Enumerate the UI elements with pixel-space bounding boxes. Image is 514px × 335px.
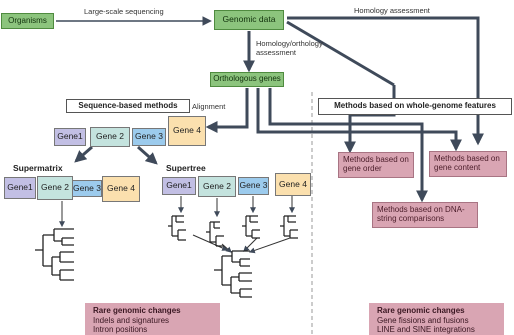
supermatrix-gene4[interactable]: Gene 4 (102, 176, 140, 202)
homology-orthology-label-2: assessment (256, 48, 297, 57)
rare-changes-genome-line2: LINE and SINE integrations (377, 325, 475, 335)
gene1-tree (168, 216, 186, 240)
orthologous-genes-node[interactable]: Orthologous genes (210, 72, 284, 87)
dna-string-methods-node[interactable]: Methods based on DNA-string comparisons (372, 202, 478, 228)
supertree-gene1[interactable]: Gene1 (162, 177, 196, 195)
gene-content-methods-node[interactable]: Methods based on gene content (429, 151, 507, 177)
rare-changes-genome-title: Rare genomic changes (377, 306, 465, 315)
supermatrix-title: Supermatrix (13, 163, 63, 173)
supermatrix-gene3[interactable]: Gene 3 (72, 180, 102, 197)
supermatrix-tree (35, 229, 74, 280)
gene3-tree (242, 216, 260, 238)
arrow-tree3-combined (244, 238, 257, 251)
rare-changes-sequence-line2: Intron positions (93, 325, 148, 335)
gene3-box[interactable]: Gene 3 (132, 128, 166, 146)
supertree-title: Supertree (166, 163, 206, 173)
organisms-node[interactable]: Organisms (1, 13, 54, 29)
arrow-genomic-to-gene-order (287, 22, 394, 85)
arrow-to-gene-order (350, 85, 394, 151)
sequence-based-methods-header: Sequence-based methods (66, 99, 190, 113)
arrow-tree4-combined (250, 238, 290, 252)
arrow-to-supertree (138, 147, 156, 163)
supertree-gene2[interactable]: Gene 2 (198, 176, 236, 197)
homology-assessment-label: Homology assessment (354, 6, 430, 15)
gene-order-methods-node[interactable]: Methods based on gene order (338, 152, 414, 178)
supertree-gene4[interactable]: Gene 4 (275, 173, 311, 196)
rare-changes-sequence-line1: Indels and signatures (93, 315, 170, 325)
rare-changes-sequence-title: Rare genomic changes (93, 306, 181, 315)
supermatrix-gene1[interactable]: Gene1 (4, 177, 36, 199)
alignment-label: Alignment (192, 102, 226, 111)
supertree-gene3[interactable]: Gene 3 (238, 177, 269, 195)
genomic-data-node[interactable]: Genomic data (214, 10, 284, 30)
gene2-box[interactable]: Gene 2 (90, 127, 130, 147)
homology-orthology-label-1: Homology/orthology (256, 39, 323, 48)
rare-changes-genome-line1: Gene fissions and fusions (377, 315, 469, 325)
arrow-to-supermatrix (76, 147, 92, 161)
supermatrix-gene2[interactable]: Gene 2 (37, 176, 73, 200)
large-scale-sequencing-label: Large-scale sequencing (84, 7, 164, 16)
gene4-box[interactable]: Gene 4 (168, 116, 206, 146)
rare-changes-genome-panel (369, 303, 504, 335)
gene1-box[interactable]: Gene1 (54, 128, 86, 146)
combined-supertree (214, 251, 252, 297)
gene4-tree (280, 216, 298, 238)
whole-genome-methods-header: Methods based on whole-genome features (318, 98, 512, 115)
rare-changes-sequence-panel (85, 303, 220, 335)
